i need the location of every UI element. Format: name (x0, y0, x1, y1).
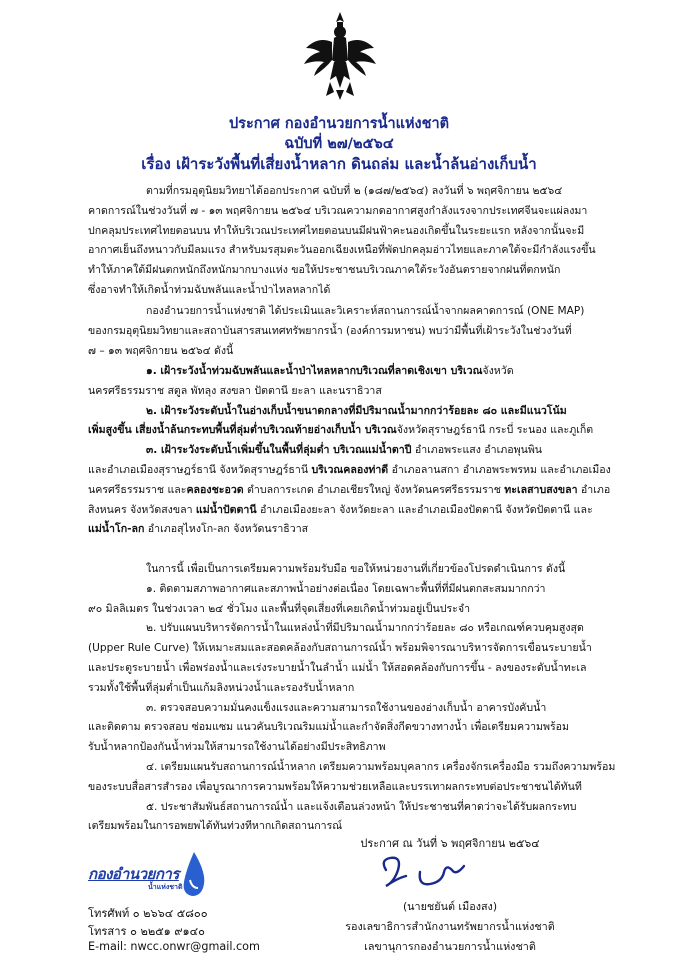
warning-3-text: และอำเภอเมืองสุราษฎร์ธานี จังหวัดสุราษฎร์ธานี (88, 463, 312, 476)
announcement-title: ประกาศ กองอำนวยการน้ำแห่งชาติ (228, 116, 450, 132)
action-item: ๑. ติดตามสภาพอากาศและสภาพน้ำอย่างต่อเนื่อง โดยเฉพาะพื้นที่ที่มีฝนตกสะสมมากกว่า (146, 582, 546, 595)
warnings-section (88, 362, 636, 540)
action-item: ๔. เตรียมแผนรับสถานการณ์น้ำหลาก เตรียมความพร้อมบุคลากร เครื่องจักรเครื่องมือ รวมถึงความพร้อม (146, 760, 616, 773)
warning-3-place: คลองชะอวด (186, 483, 244, 496)
garuda-emblem-icon (300, 8, 380, 102)
action-item: เตรียมพร้อมในการอพยพได้ทันท่วงทีหากเกิดสถานการณ์ (88, 820, 343, 833)
contact-fax: โทรสาร ๐ ๒๒๕๑ ๙๑๔๐ (88, 925, 205, 938)
analysis-line: กองอำนวยการน้ำแห่งชาติ ได้ประเมินและวิเคราะห์สถานการณ์น้ำจากผลคาดการณ์ (ONE MAP) (146, 305, 585, 317)
warning-1-areas: นครศรีธรรมราช สตูล พัทลุง สงขลา ปัตตานี ยะลา และนราธิวาส (88, 384, 382, 397)
warning-3-place: แม่น้ำปัตตานี (195, 503, 257, 516)
warning-3-line (88, 501, 636, 521)
warning-3-place: ทะเลสาบสงขลา (504, 483, 578, 496)
analysis-paragraph (88, 302, 636, 361)
action-item: ๒. ปรับแผนบริหารจัดการน้ำในแหล่งน้ำที่มีปริมาณน้ำมากกว่าร้อยละ ๘๐ หรือเกณฑ์ควบคุมสูงสุด (146, 622, 584, 635)
intro-line: ปกคลุมประเทศไทยตอนบน ทำให้บริเวณประเทศไทยตอนบนมีฝนฟ้าคะนองเกิดขึ้นในระยะแรก หลังจากนั้นจะมี (88, 224, 585, 237)
signatory-title-2: เลขานุการกองอำนวยการน้ำแห่งชาติ (364, 940, 536, 953)
logo-text: กองอำนวยการ (88, 865, 179, 883)
warning-3-text: อำเภอเมืองยะลา จังหวัดยะลา และอำเภอเมืองปัตตานี จังหวัดปัตตานี และ (256, 503, 593, 516)
intro-paragraph (88, 182, 636, 301)
signature-mark (372, 852, 492, 898)
intro-line: ซึ่งอาจทำให้เกิดน้ำท่วมฉับพลันและน้ำป่าไหลหลากได้ (88, 283, 331, 296)
warning-2-heading-cont: เพิ่มสูงขึ้น เสี่ยงน้ำล้นกระทบพื้นที่ลุ่มต่ำบริเวณท้ายอ่างเก็บน้ำ บริเวณ (88, 424, 397, 437)
warning-3-text: อำเภอลานสกา อำเภอพระพรหม และอำเภอเมือง (388, 463, 611, 476)
action-item: รวมทั้งใช้พื้นที่ลุ่มต่ำเป็นแก้มลิงหน่วงน้ำและรองรับน้ำหลาก (88, 681, 355, 694)
warning-1 (88, 362, 636, 382)
warning-3-place: บริเวณคลองท่าดี (311, 463, 389, 476)
signatory-name: (นายชยันต์ เมืองสง) (402, 900, 498, 913)
warning-3-heading: ๓. เฝ้าระวังระดับน้ำเพิ่มขึ้นในพื้นที่ลุ่มต่ำ บริเวณแม่น้ำตาปี (146, 444, 412, 457)
warning-3-line (88, 520, 636, 540)
action-item: ของระบบสื่อสารสำรอง เพื่อบูรณาการความพร้อมให้ความช่วยเหลือและบรรเทาผลกระทบต่อประชาชนได้ทันที (88, 780, 582, 793)
warning-3-text: อำเภอ (577, 483, 611, 496)
intro-line: คาดการณ์ในช่วงวันที่ ๗ - ๑๓ พฤศจิกายน ๒๕๖๔ บริเวณความกดอากาศสูงกำลังแรงจากประเทศจีนจะแผ่ลงมา (88, 204, 588, 217)
contact-phone: โทรศัพท์ ๐ ๒๖๖๔ ๕๘๐๐ (88, 907, 208, 920)
action-item: และติดตาม ตรวจสอบ ซ่อมแซม แนวคันบริเวณริมแม่น้ำและกำจัดสิ่งกีดขวางทางน้ำ เพื่อเตรียมความพร้อม (88, 721, 570, 734)
intro-line: ทำให้ภาคใต้มีฝนตกหนักถึงหนักมากบางแห่ง ขอให้ประชาชนบริเวณภาคใต้ระวังอันตรายจากฝนที่ตกหนัก (88, 264, 561, 277)
action-item: (Upper Rule Curve) ให้เหมาะสมและสอดคล้องกับสถานการณ์น้ำ พร้อมพิจารณาบริหารจัดการเขื่อนระบายน้ำ (88, 642, 592, 655)
contact-email: E-mail: nwcc.onwr@gmail.com (88, 940, 260, 953)
announce-date: ประกาศ ณ วันที่ ๖ พฤศจิกายน ๒๕๖๔ (360, 837, 540, 850)
warning-1-heading: ๑. เฝ้าระวังน้ำท่วมฉับพลันและน้ำป่าไหลหลากบริเวณที่ลาดเชิงเขา บริเวณ (146, 365, 483, 377)
announcement-subject: เรื่อง เฝ้าระวังพื้นที่เสี่ยงน้ำหลาก ดินถล่ม และน้ำล้นอ่างเก็บน้ำ (141, 155, 537, 173)
warning-3-line (88, 461, 636, 481)
warning-3-line (88, 481, 636, 501)
warning-1-text: จังหวัด (482, 365, 514, 377)
warning-3-place: แม่น้ำโก-ลก (88, 523, 145, 536)
warning-3-text: ตำบลการะเกด อำเภอเชียรใหญ่ จังหวัดนครศรีธรรมราช (243, 483, 505, 496)
warning-2-heading: ๒. เฝ้าระวังระดับน้ำในอ่างเก็บน้ำขนาดกลางที่มีปริมาณน้ำมากกว่าร้อยละ ๘๐ และมีแนวโน้ม (146, 404, 567, 417)
action-item: ๙๐ มิลลิเมตร ในช่วงเวลา ๒๔ ชั่วโมง และพื้นที่จุดเสี่ยงที่เคยเกิดน้ำท่วมอยู่เป็นประจำ (88, 602, 471, 615)
water-drop-icon (180, 850, 208, 898)
intro-line: ตามที่กรมอุตุนิยมวิทยาได้ออกประกาศ ฉบับที่ ๒ (๑๘๗/๒๕๖๔) ลงวันที่ ๖ พฤศจิกายน ๒๕๖๔ (146, 185, 563, 197)
warning-3-text: อำเภอสุไหงโก-ลก จังหวัดนราธิวาส (144, 523, 309, 536)
warning-3 (88, 441, 636, 461)
warning-2-text: จังหวัดสุราษฎร์ธานี กระบี่ ระนอง และภูเก็ต (396, 424, 594, 437)
actions-lead: ในการนี้ เพื่อเป็นการเตรียมความพร้อมรับมือ ขอให้หน่วยงานที่เกี่ยวข้องโปรดดำเนินการ ดังนี้ (146, 563, 566, 575)
analysis-line: ๗ – ๑๓ พฤศจิกายน ๒๕๖๔ ดังนี้ (88, 344, 234, 357)
announcement-number: ฉบับที่ ๒๗/๒๕๖๔ (284, 136, 394, 152)
actions-section (88, 560, 636, 837)
onwr-logo (88, 848, 208, 904)
analysis-line: ของกรมอุตุนิยมวิทยาและสถาบันสารสนเทศทรัพยากรน้ำ (องค์การมหาชน) พบว่ามีพื้นที่เฝ้าระวังในช่วงวันที่ (88, 324, 572, 337)
signatory-title-1: รองเลขาธิการสำนักงานทรัพยากรน้ำแห่งชาติ (345, 920, 555, 933)
intro-line: อากาศเย็นถึงหนาวกับมีลมแรง สำหรับมรสุมตะวันออกเฉียงเหนือที่พัดปกคลุมอ่าวไทยและภาคใต้จะมีกำลังแรงขึ้น (88, 244, 596, 257)
action-item: รับน้ำหลากป้องกันน้ำท่วมให้สามารถใช้งานได้อย่างมีประสิทธิภาพ (88, 741, 386, 754)
warning-3-text: อำเภอพระแสง อำเภอพุนพิน (411, 444, 543, 457)
action-item: ๕. ประชาสัมพันธ์สถานการณ์น้ำ และแจ้งเตือนล่วงหน้า ให้ประชาชนที่คาดว่าจะได้รับผลกระทบ (146, 800, 577, 813)
warning-3-text: นครศรีธรรมราช และ (88, 483, 187, 496)
logo-subtext: น้ำแห่งชาติ (148, 883, 183, 891)
action-item: และประตูระบายน้ำ เพื่อพร่องน้ำและเร่งระบายน้ำในลำน้ำ แม่น้ำ ให้สอดคล้องกับการขึ้น - ลงของระดับน้ำทะเล (88, 661, 587, 674)
warning-2-areas (88, 421, 636, 441)
warning-3-text: สิงหนคร จังหวัดสงขลา (88, 503, 196, 516)
action-item: ๓. ตรวจสอบความมั่นคงแข็งแรงและความสามารถใช้งานของอ่างเก็บน้ำ อาคารบังคับน้ำ (146, 701, 547, 714)
